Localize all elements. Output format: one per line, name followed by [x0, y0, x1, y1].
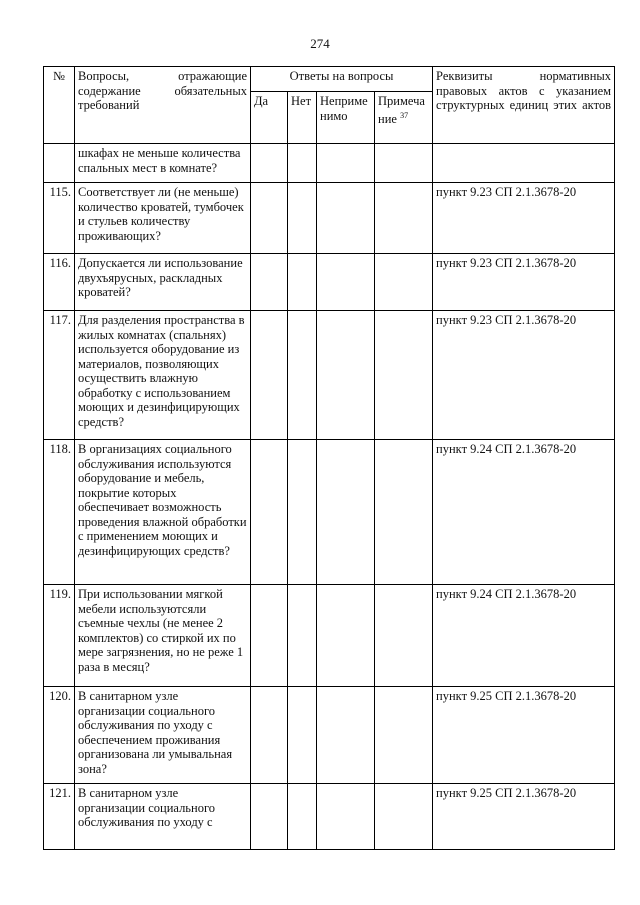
row-note-cell: [375, 183, 433, 254]
row-number: 115.: [44, 183, 75, 254]
table-row: [44, 784, 615, 850]
row-number: 121.: [44, 784, 75, 850]
row-number: 116.: [44, 254, 75, 311]
header-yes: Да: [251, 92, 288, 144]
row-no-cell: [288, 311, 317, 440]
row-note-cell: [375, 144, 433, 183]
row-question: В санитарном узле организации социального обслуживания по уходу с: [75, 784, 251, 850]
header-questions-word: отражающие: [178, 69, 247, 83]
header-questions-word: содержание: [78, 83, 141, 98]
header-number: №: [44, 67, 75, 144]
row-question: Допускается ли использование двухъярусных, раскладных кроватей?: [75, 254, 251, 311]
header-note-line-2: [378, 109, 429, 127]
row-no-cell: [288, 144, 317, 183]
row-question: В организациях социального обслуживания используются оборудование и мебель, покрытие которых обеспечивает возможность проведения влажной обработки с применением моющих и дезинфицирующих средств?: [75, 440, 251, 585]
header-questions-line-2: [78, 84, 247, 99]
header-note-line-1: Примеча: [378, 94, 425, 108]
row-na-cell: [317, 183, 375, 254]
header-not-applicable-line-1: Неприме: [320, 94, 368, 108]
row-na-cell: [317, 311, 375, 440]
row-note-cell: [375, 311, 433, 440]
row-requisites: [433, 144, 615, 183]
row-na-cell: [317, 440, 375, 585]
row-yes-cell: [251, 687, 288, 784]
row-requisites: пункт 9.25 СП 2.1.3678-20: [433, 687, 615, 784]
table-row: [44, 144, 615, 183]
row-no-cell: [288, 784, 317, 850]
row-requisites: пункт 9.24 СП 2.1.3678-20: [433, 585, 615, 687]
header-no: Нет: [288, 92, 317, 144]
row-na-cell: [317, 784, 375, 850]
row-note-cell: [375, 687, 433, 784]
row-note-cell: [375, 585, 433, 687]
checklist-table: [43, 66, 615, 850]
row-question: Для разделения пространства в жилых комнатах (спальнях) используется оборудование из материалов, позволяющих осуществить влажную обработку с использованием моющих и дезинфицирующих средств?: [75, 311, 251, 440]
row-no-cell: [288, 440, 317, 585]
row-na-cell: [317, 687, 375, 784]
row-no-cell: [288, 687, 317, 784]
row-no-cell: [288, 585, 317, 687]
row-question: шкафах не меньше количества спальных мест в комнате?: [75, 144, 251, 183]
header-not-applicable-line-2: нимо: [320, 108, 348, 123]
header-not-applicable: [317, 92, 375, 144]
row-yes-cell: [251, 311, 288, 440]
row-note-cell: [375, 254, 433, 311]
row-requisites: пункт 9.23 СП 2.1.3678-20: [433, 254, 615, 311]
row-yes-cell: [251, 144, 288, 183]
row-na-cell: [317, 144, 375, 183]
row-na-cell: [317, 254, 375, 311]
row-requisites: пункт 9.24 СП 2.1.3678-20: [433, 440, 615, 585]
header-questions-word: Вопросы,: [78, 69, 130, 83]
table-row: [44, 687, 615, 784]
header-questions: [75, 67, 251, 144]
row-number: 120.: [44, 687, 75, 784]
row-question: При использовании мягкой мебели используютсяли съемные чехлы (не менее 2 комплектов) со стиркой их по мере загрязнения, но не реже 1 раза в месяц?: [75, 585, 251, 687]
row-note-cell: [375, 440, 433, 585]
row-yes-cell: [251, 784, 288, 850]
page-number: 274: [310, 36, 330, 51]
footnote-marker: 37: [400, 110, 409, 120]
row-question: В санитарном узле организации социального обслуживания по уходу с обеспечением проживания организована ли умывальная зона?: [75, 687, 251, 784]
row-number: [44, 144, 75, 183]
header-questions-line-3: требований: [78, 98, 140, 112]
row-number: 117.: [44, 311, 75, 440]
header-note-text: ние: [378, 111, 397, 126]
row-number: 118.: [44, 440, 75, 585]
header-questions-word: обязательных: [174, 83, 247, 98]
row-note-cell: [375, 784, 433, 850]
table-row: [44, 254, 615, 311]
table-row: [44, 183, 615, 254]
header-questions-line-1: [78, 69, 247, 84]
row-no-cell: [288, 183, 317, 254]
table-row: [44, 440, 615, 585]
row-na-cell: [317, 585, 375, 687]
row-number: 119.: [44, 585, 75, 687]
table-row: [44, 585, 615, 687]
row-requisites: пункт 9.25 СП 2.1.3678-20: [433, 784, 615, 850]
row-yes-cell: [251, 440, 288, 585]
row-yes-cell: [251, 585, 288, 687]
row-requisites: пункт 9.23 СП 2.1.3678-20: [433, 311, 615, 440]
header-answers: Ответы на вопросы: [251, 67, 433, 92]
row-no-cell: [288, 254, 317, 311]
row-yes-cell: [251, 183, 288, 254]
header-requisites: Реквизиты нормативных правовых актов с указанием структурных единиц этих актов: [433, 67, 615, 144]
table-row: [44, 311, 615, 440]
row-yes-cell: [251, 254, 288, 311]
row-requisites: пункт 9.23 СП 2.1.3678-20: [433, 183, 615, 254]
row-question: Соответствует ли (не меньше) количество кроватей, тумбочек и стульев количеству проживающих?: [75, 183, 251, 254]
header-note: [375, 92, 433, 144]
